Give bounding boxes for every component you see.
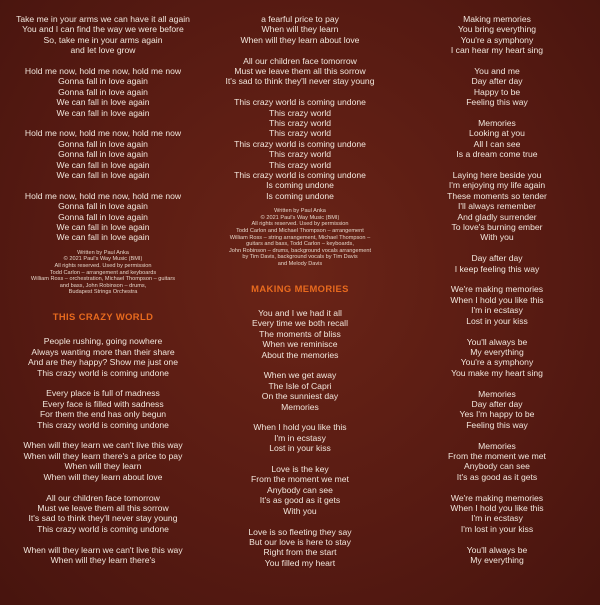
lyric-line: Gonna fall in love again — [58, 201, 148, 212]
lyrics-stanza — [6, 336, 200, 378]
lyric-line: Day after day — [471, 253, 523, 264]
lyric-line: This crazy world — [268, 149, 332, 160]
lyric-line: When I hold you like this — [450, 294, 544, 305]
lyric-line: It's as good as it gets — [456, 471, 538, 482]
lyric-line: You filled my heart — [264, 557, 336, 568]
lyric-line: This crazy world is coming undone — [234, 138, 366, 149]
lyric-line: This crazy world is coming undone — [234, 170, 366, 181]
lyric-line: We can fall in love again — [56, 97, 150, 108]
lyric-line: On the sunniest day — [261, 391, 339, 402]
lyric-line: Right from the start — [263, 547, 337, 558]
lyric-line: Making memories — [463, 14, 531, 24]
lyric-line: I'm enjoying my life again — [448, 180, 546, 191]
song-title: THIS CRAZY WORLD — [52, 311, 154, 323]
credit-line: Budapest Strings Orchestra — [68, 289, 138, 296]
lyric-line: People rushing, going nowhere — [43, 336, 163, 347]
lyric-line: When will they learn — [64, 461, 142, 472]
lyric-line: Memories — [478, 388, 516, 399]
lyrics-stanza — [400, 337, 594, 379]
lyric-line: When I hold you like this — [253, 422, 347, 433]
lyric-line: When will they learn we can't live this way — [23, 544, 183, 555]
lyrics-stanza — [203, 97, 397, 201]
lyric-line: I'll always remember — [457, 201, 537, 212]
lyric-line: Happy to be — [473, 86, 521, 97]
credit-line: William Ross – string arrangement, Michael Thompson – — [229, 234, 371, 241]
lyric-line: You'll always be — [466, 336, 528, 347]
lyric-line: Must we leave them all this sorrow — [234, 66, 366, 77]
lyric-line: This crazy world — [268, 107, 332, 118]
lyric-line: Love is the key — [271, 464, 329, 475]
lyrics-stanza — [203, 464, 397, 516]
lyric-line: I keep feeling this way — [454, 263, 540, 274]
lyric-line: And are they happy? Show me just one — [27, 357, 178, 368]
lyrics-stanza — [400, 118, 594, 160]
lyric-line: We can fall in love again — [56, 222, 150, 233]
lyric-line: We can fall in love again — [56, 170, 150, 181]
lyrics-stanza — [6, 128, 200, 180]
lyrics-stanza — [6, 545, 200, 566]
lyrics-stanza — [6, 493, 200, 535]
credit-line: William Ross – orchestration, Michael Thompson – guitars — [30, 276, 176, 283]
lyric-line: And gladly surrender — [457, 211, 537, 222]
lyric-line: When will they learn there's — [50, 554, 156, 565]
column-right — [400, 14, 594, 565]
lyric-line: I'm in ecstasy — [274, 432, 326, 443]
credit-line: Todd Carlon – arrangement and keyboards — [49, 269, 157, 276]
lyric-line: Memories — [478, 118, 516, 129]
lyric-line: Anybody can see — [464, 461, 530, 472]
lyrics-stanza — [400, 170, 594, 243]
lyrics-stanza — [400, 389, 594, 431]
lyric-line: You make my heart sing — [451, 367, 543, 378]
lyric-line: Every place is full of madness — [46, 388, 160, 399]
credit-line: guitars and bass, Todd Carlon – keyboards, — [246, 241, 354, 248]
lyric-line: When I hold you like this — [450, 502, 544, 513]
song-title: MAKING MEMORIES — [251, 282, 349, 294]
lyric-line: You bring everything — [457, 24, 537, 35]
lyrics-stanza — [203, 14, 397, 45]
lyric-line: The Isle of Capri — [268, 380, 332, 391]
credit-line: and bass, John Robinson – drums, — [59, 282, 147, 289]
lyric-line: My everything — [470, 346, 524, 357]
credit-line: and Melody Davis — [277, 261, 323, 268]
column-middle — [203, 14, 397, 568]
credit-line: © 2021 Paul's Way Music (BMI) — [260, 214, 340, 221]
lyric-line: Hold me now, hold me now, hold me now — [24, 66, 182, 77]
lyric-line: Feeling this way — [466, 419, 528, 430]
lyric-line: Memories — [281, 401, 319, 412]
lyric-line: Always wanting more than their share — [31, 346, 175, 357]
lyric-line: About the memories — [261, 349, 339, 360]
lyric-line: Hold me now, hold me now, hold me now — [24, 190, 182, 201]
lyric-line: I'm lost in your kiss — [460, 523, 534, 534]
lyrics-stanza — [203, 56, 397, 87]
lyric-line: Is a dream come true — [456, 149, 538, 160]
lyric-line: Is coming undone — [266, 180, 334, 191]
lyric-line: Looking at you — [469, 128, 525, 139]
lyric-line: Yes I'm happy to be — [459, 409, 535, 420]
lyric-line: To love's burning ember — [451, 222, 543, 233]
lyrics-stanza — [400, 14, 594, 56]
lyric-line: The moments of bliss — [259, 328, 341, 339]
lyric-line: Every time we both recall — [252, 318, 348, 329]
credits-block — [203, 208, 397, 267]
lyric-line: It's sad to think they'll never stay young — [28, 513, 178, 524]
lyric-line: All our children face tomorrow — [46, 492, 160, 503]
credit-line: Written by Paul Anka — [274, 208, 326, 215]
lyrics-stanza — [6, 440, 200, 482]
lyric-line: When will they learn — [261, 24, 339, 35]
lyrics-stanza — [203, 527, 397, 569]
lyric-line: We can fall in love again — [56, 159, 150, 170]
lyric-line: Day after day — [471, 398, 523, 409]
lyric-line: Laying here beside you — [452, 170, 542, 181]
credit-line: Written by Paul Anka — [77, 249, 129, 256]
lyric-line: Feeling this way — [466, 97, 528, 108]
lyric-line: Every face is filled with sadness — [42, 398, 164, 409]
credit-line: © 2021 Paul's Way Music (BMI) — [63, 256, 143, 263]
lyric-line: You and I we had it all — [258, 308, 342, 319]
lyrics-stanza — [400, 66, 594, 108]
credit-line: Todd Carlon and Michael Thompson – arrangement — [236, 228, 364, 235]
lyric-line: Memories — [478, 440, 516, 451]
lyric-line: It's sad to think they'll never stay young — [225, 76, 375, 87]
lyric-line: When we reminisce — [262, 339, 338, 350]
lyric-line: Gonna fall in love again — [58, 76, 148, 87]
lyric-line: This crazy world is coming undone — [234, 97, 366, 108]
lyric-line: You're a symphony — [460, 34, 534, 45]
lyric-line: This crazy world — [268, 118, 332, 129]
lyrics-stanza — [400, 253, 594, 274]
lyrics-stanza — [6, 388, 200, 430]
lyric-line: Hold me now, hold me now, hold me now — [24, 128, 182, 139]
lyric-line: This crazy world is coming undone — [37, 367, 169, 378]
lyric-line: Is coming undone — [266, 190, 334, 201]
lyric-line: Lost in your kiss — [269, 443, 331, 454]
credit-line: John Robinson – drums, background vocals arrangement — [228, 247, 372, 254]
lyric-line: We can fall in love again — [56, 107, 150, 118]
credit-line: by Tim Davis, background vocals by Tim Davis — [242, 254, 358, 261]
lyric-line: a fearful price to pay — [261, 14, 339, 24]
lyric-line: and let love grow — [70, 45, 136, 56]
lyric-line: With you — [480, 232, 514, 243]
lyric-line: I'm in ecstasy — [471, 513, 523, 524]
lyric-line: This crazy world is coming undone — [37, 419, 169, 430]
lyrics-stanza — [203, 370, 397, 412]
lyric-line: From the moment we met — [448, 450, 546, 461]
lyric-line: Gonna fall in love again — [58, 211, 148, 222]
lyric-line: This crazy world — [268, 128, 332, 139]
lyric-line: I can hear my heart sing — [450, 45, 544, 56]
lyric-line: When we get away — [263, 370, 337, 381]
lyric-line: Anybody can see — [267, 484, 333, 495]
lyrics-stanza — [400, 441, 594, 483]
lyric-line: You and I can find the way we were before — [22, 24, 184, 35]
lyric-line: My everything — [470, 554, 524, 565]
credits-block — [6, 250, 200, 296]
lyric-line: We're making memories — [450, 284, 544, 295]
lyrics-stanza — [400, 493, 594, 535]
lyric-line: For them the end has only begun — [39, 409, 167, 420]
lyrics-stanza — [6, 66, 200, 118]
lyrics-stanza — [400, 284, 594, 326]
column-left — [6, 14, 200, 565]
lyric-line: When will they learn there's a price to pay — [23, 450, 183, 461]
lyric-line: Gonna fall in love again — [58, 138, 148, 149]
lyric-line: When will they learn we can't live this way — [23, 440, 183, 451]
lyrics-stanza — [6, 191, 200, 243]
lyrics-stanza — [6, 14, 200, 56]
lyric-line: It's as good as it gets — [259, 495, 341, 506]
lyric-line: We can fall in love again — [56, 232, 150, 243]
lyric-line: Gonna fall in love again — [58, 149, 148, 160]
lyric-line: Love is so fleeting they say — [248, 526, 352, 537]
lyric-line: Lost in your kiss — [466, 315, 528, 326]
lyric-line: You're a symphony — [460, 357, 534, 368]
lyric-line: This crazy world is coming undone — [37, 523, 169, 534]
lyrics-stanza — [203, 308, 397, 360]
lyric-line: Day after day — [471, 76, 523, 87]
lyric-line: But our love is here to stay — [249, 536, 351, 547]
lyric-line: From the moment we met — [251, 474, 349, 485]
lyric-line: You and me — [474, 66, 520, 77]
lyric-line: I'm in ecstasy — [471, 305, 523, 316]
lyric-line: Must we leave them all this sorrow — [37, 502, 169, 513]
lyric-line: So, take me in your arms again — [43, 34, 163, 45]
lyric-line: Gonna fall in love again — [58, 86, 148, 97]
lyric-line: When will they learn about love — [240, 34, 360, 45]
lyric-line: All our children face tomorrow — [243, 55, 357, 66]
lyric-line: We're making memories — [450, 492, 544, 503]
lyric-line: These moments so tender — [447, 190, 547, 201]
lyrics-stanza — [400, 545, 594, 566]
lyric-line: Take me in your arms we can have it all again — [16, 14, 190, 24]
lyric-line: With you — [283, 505, 317, 516]
lyric-line: You'll always be — [466, 544, 528, 555]
credit-line: All rights reserved. Used by permission — [251, 221, 349, 228]
lyric-line: This crazy world — [268, 159, 332, 170]
credit-line: All rights reserved. Used by permission — [54, 263, 152, 270]
lyrics-stanza — [203, 422, 397, 453]
lyric-line: All I can see — [473, 138, 521, 149]
lyric-line: When will they learn about love — [43, 471, 163, 482]
